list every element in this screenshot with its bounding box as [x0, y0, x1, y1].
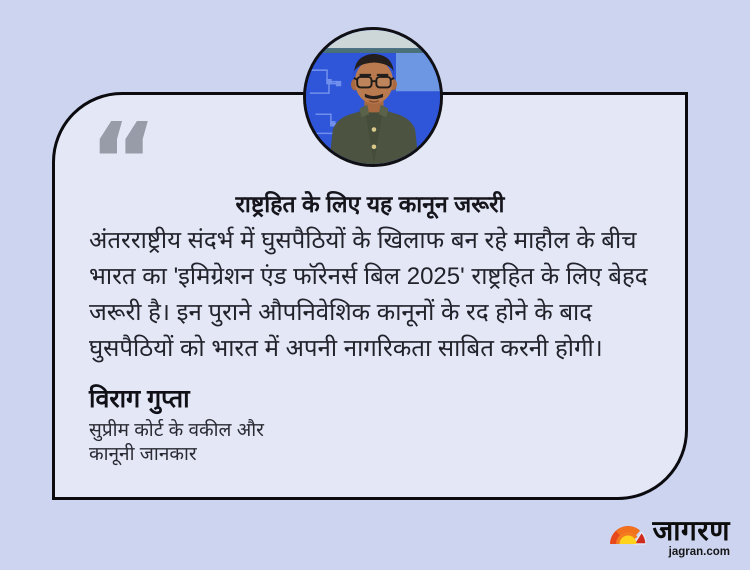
author-role-line: सुप्रीम कोर्ट के वकील और — [89, 420, 264, 441]
quote-line: अंतरराष्ट्रीय संदर्भ में घुसपैठियों के खिलाफ बन रहे माहौल के बीच — [89, 227, 637, 254]
quote-line: घुसपैठियों को भारत में अपनी नागरिकता साबित करनी होगी। — [89, 335, 603, 362]
author-role-line: कानूनी जानकार — [89, 444, 197, 465]
quote-line: जरूरी है। इन पुराने औपनिवेशिक कानूनों के रद होने के बाद — [89, 299, 592, 326]
quote-title: राष्ट्रहित के लिए यह कानून जरूरी — [235, 191, 505, 217]
quote-icon: “ — [89, 100, 154, 222]
jagran-logo — [610, 517, 731, 559]
author-name: विराग गुप्ता — [89, 385, 190, 413]
author-portrait-illustration — [306, 30, 440, 164]
quote-text — [89, 223, 664, 367]
author-photo — [303, 27, 443, 167]
jagran-wordmark: जागरण — [652, 515, 730, 546]
quote-line: भारत का 'इमिग्रेशन एंड फॉरेनर्स बिल 2025' राष्ट्रहित के लिए बेहद — [89, 263, 648, 290]
jagran-sun-icon — [610, 524, 646, 545]
jagran-domain: jagran.com — [668, 546, 730, 558]
jagran-logo-text — [653, 517, 731, 559]
